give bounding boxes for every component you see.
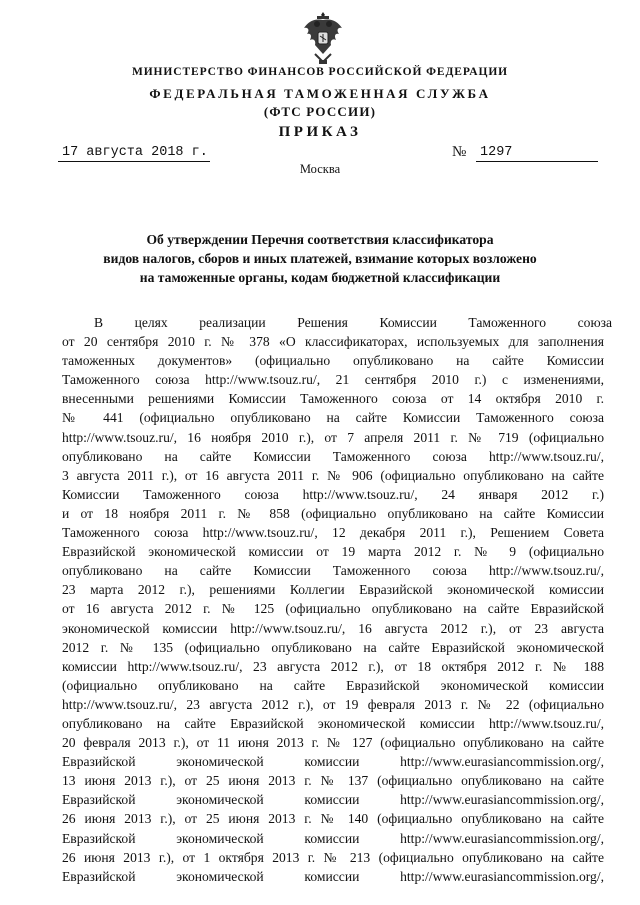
body-line: 3 августа 2011 г.), от 16 августа 2011 г. № 906 (официально опубликовано на сайте	[62, 467, 604, 483]
body-line: Евразийской экономической комиссии http://www.eurasiancommission.org/,	[62, 792, 604, 808]
body-line: № 441 (официально опубликовано на сайте Комиссии Таможенного союза	[62, 410, 604, 426]
body-line: 23 марта 2012 г.), решениями Коллегии Евразийской экономической комиссии	[62, 582, 604, 598]
body-line: опубликовано на сайте Комиссии Таможенного союза http://www.tsouz.ru/,	[62, 448, 604, 464]
body-line: (официально опубликовано на сайте Евразийской экономической комиссии	[62, 677, 604, 693]
body-line: http://www.tsouz.ru/, 23 августа 2012 г.), от 19 февраля 2013 г. № 22 (официально	[62, 696, 604, 712]
city: Москва	[299, 162, 341, 176]
order-date: 17 августа 2018 г.	[62, 145, 208, 160]
body-line: Таможенного союза http://www.tsouz.ru/, 12 декабря 2011 г.), Решением Совета	[62, 525, 604, 541]
body-line: от 16 августа 2012 г. № 125 (официально опубликовано на сайте Евразийской	[62, 601, 604, 617]
document-body	[62, 313, 612, 886]
title-line: видов налогов, сборов и иных платежей, взимание которых возложено	[103, 251, 537, 266]
body-line: 26 июня 2013 г.), от 25 июня 2013 г. № 140 (официально опубликовано на сайте	[62, 811, 604, 827]
title-line: на таможенные органы, кодам бюджетной классификации	[139, 270, 501, 285]
coat-of-arms-emblem	[300, 8, 346, 68]
service-name: ФЕДЕРАЛЬНАЯ ТАМОЖЕННАЯ СЛУЖБА	[149, 86, 491, 101]
body-line: http://www.tsouz.ru/, 16 ноября 2010 г.), от 7 апреля 2011 г. № 719 (официально	[62, 429, 604, 445]
body-line: 26 июня 2013 г.), от 1 октября 2013 г. № 213 (официально опубликовано на сайте	[62, 849, 604, 865]
order-number-label: №	[452, 144, 467, 160]
body-line: экономической комиссии http://www.tsouz.ru/, 16 августа 2012 г.), от 23 августа	[62, 620, 604, 636]
body-line: В целях реализации Решения Комиссии Таможенного союза	[94, 315, 612, 330]
body-line: Таможенного союза http://www.tsouz.ru/, 21 сентября 2010 г.) с изменениями,	[62, 372, 604, 388]
body-line: таможенных документов» (официально опубликовано на сайте Комиссии	[62, 353, 604, 369]
body-line: от 20 сентября 2010 г. № 378 «О классификаторах, используемых для заполнения	[62, 334, 604, 350]
body-line: Евразийской экономической комиссии от 19 марта 2012 г. № 9 (официально	[62, 544, 604, 560]
body-line: Евразийской экономической комиссии http://www.eurasiancommission.org/,	[62, 868, 604, 884]
order-number: 1297	[480, 145, 513, 160]
body-line: Комиссии Таможенного союза http://www.tsouz.ru/, 24 января 2012 г.)	[62, 486, 604, 502]
document-type: ПРИКАЗ	[278, 124, 362, 140]
body-line: Евразийской экономической комиссии http://www.eurasiancommission.org/,	[62, 830, 604, 846]
body-line: опубликовано на сайте Комиссии Таможенного союза http://www.tsouz.ru/,	[62, 563, 604, 579]
body-line: Евразийской экономической комиссии http://www.eurasiancommission.org/,	[62, 754, 604, 770]
body-line: 20 февраля 2013 г.), от 11 июня 2013 г. № 127 (официально опубликовано на сайте	[62, 735, 604, 751]
service-abbreviation: (ФТС РОССИИ)	[263, 104, 377, 119]
title-line: Об утверждении Перечня соответствия классификатора	[146, 232, 494, 247]
body-line: опубликовано на сайте Евразийской экономической комиссии http://www.tsouz.ru/,	[62, 715, 604, 731]
body-line: внесенными решениями Комиссии Таможенного союза от 14 октября 2010 г.	[62, 391, 604, 407]
body-line: комиссии http://www.tsouz.ru/, 23 августа 2012 г.), от 18 октября 2012 г. № 188	[62, 658, 604, 674]
body-line: 2012 г. № 135 (официально опубликовано на сайте Евразийской экономической	[62, 639, 604, 655]
document-title	[40, 230, 600, 287]
ministry-name: МИНИСТЕРСТВО ФИНАНСОВ РОССИЙСКОЙ ФЕДЕРАЦИИ	[131, 66, 509, 78]
body-line: и от 18 ноября 2011 г. № 858 (официально опубликовано на сайте Комиссии	[62, 505, 604, 521]
body-line: 13 июня 2013 г.), от 25 июня 2013 г. № 137 (официально опубликовано на сайте	[62, 773, 604, 789]
